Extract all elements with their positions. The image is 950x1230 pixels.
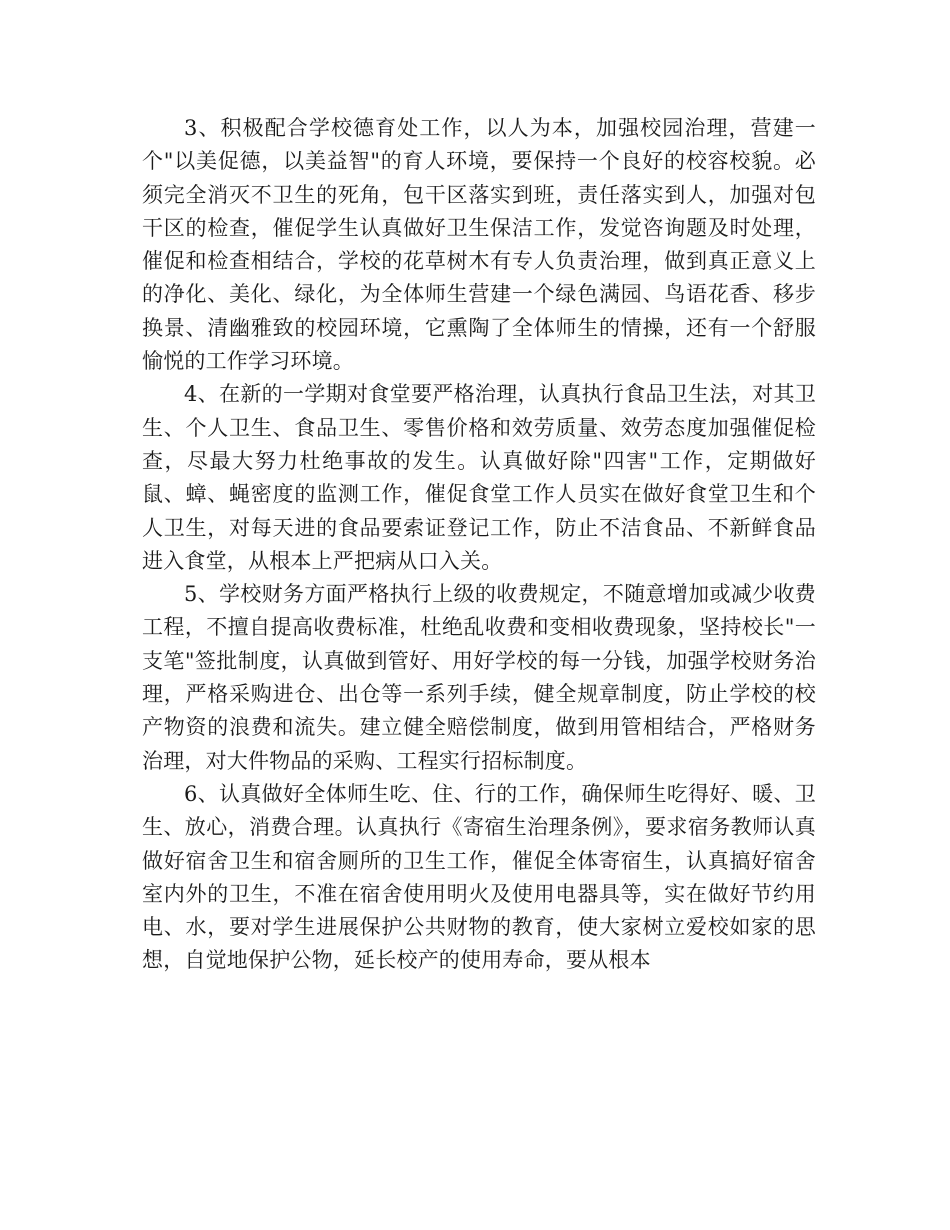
paragraph-item-3: 3、积极配合学校德育处工作，以人为本，加强校园治理，营建一个"以美促德，以美益智"的育人环境，要保持一个良好的校容校貌。必须完全消灭不卫生的死角，包干区落实到班，责任落实到人，加强对包干区的检查，催促学生认真做好卫生保洁工作，发觉咨询题及时处理，催促和检查相结合，学校的花草树木有专人负责治理，做到真正意义上的净化、美化、绿化，为全体师生营建一个绿色满园、鸟语花香、移步换景、清幽雅致的校园环境，它熏陶了全体师生的情操，还有一个舒服愉悦的工作学习环境。 [142,116,816,374]
document-page [142,112,816,978]
paragraph-item-5: 5、学校财务方面严格执行上级的收费规定，不随意增加或减少收费工程，不擅自提高收费标准，杜绝乱收费和变相收费现象，坚持校长"一支笔"签批制度，认真做到管好、用好学校的每一分钱，加强学校财务治理，严格采购进仓、出仓等一系列手续，健全规章制度，防止学校的校产物资的浪费和流失。建立健全赔偿制度，做到用管相结合，严格财务治理，对大件物品的采购、工程实行招标制度。 [142,582,816,773]
paragraph-item-4: 4、在新的一学期对食堂要严格治理，认真执行食品卫生法，对其卫生、个人卫生、食品卫生、零售价格和效劳质量、效劳态度加强催促检查，尽最大努力杜绝事故的发生。认真做好除"四害"工作，定期做好鼠、蟑、蝇密度的监测工作，催促食堂工作人员实在做好食堂卫生和个人卫生，对每天进的食品要索证登记工作，防止不洁食品、不新鲜食品进入食堂，从根本上严把病从口入关。 [142,382,816,573]
paragraph-item-6: 6、认真做好全体师生吃、住、行的工作，确保师生吃得好、暖、卫生、放心，消费合理。认真执行《寄宿生治理条例》，要求宿务教师认真做好宿舍卫生和宿舍厕所的卫生工作，催促全体寄宿生，认真搞好宿舍室内外的卫生，不准在宿舍使用明火及使用电器具等，实在做好节约用电、水，要对学生进展保护公共财物的教育，使大家树立爱校如家的思想，自觉地保护公物，延长校产的使用寿命，要从根本 [142,781,816,973]
